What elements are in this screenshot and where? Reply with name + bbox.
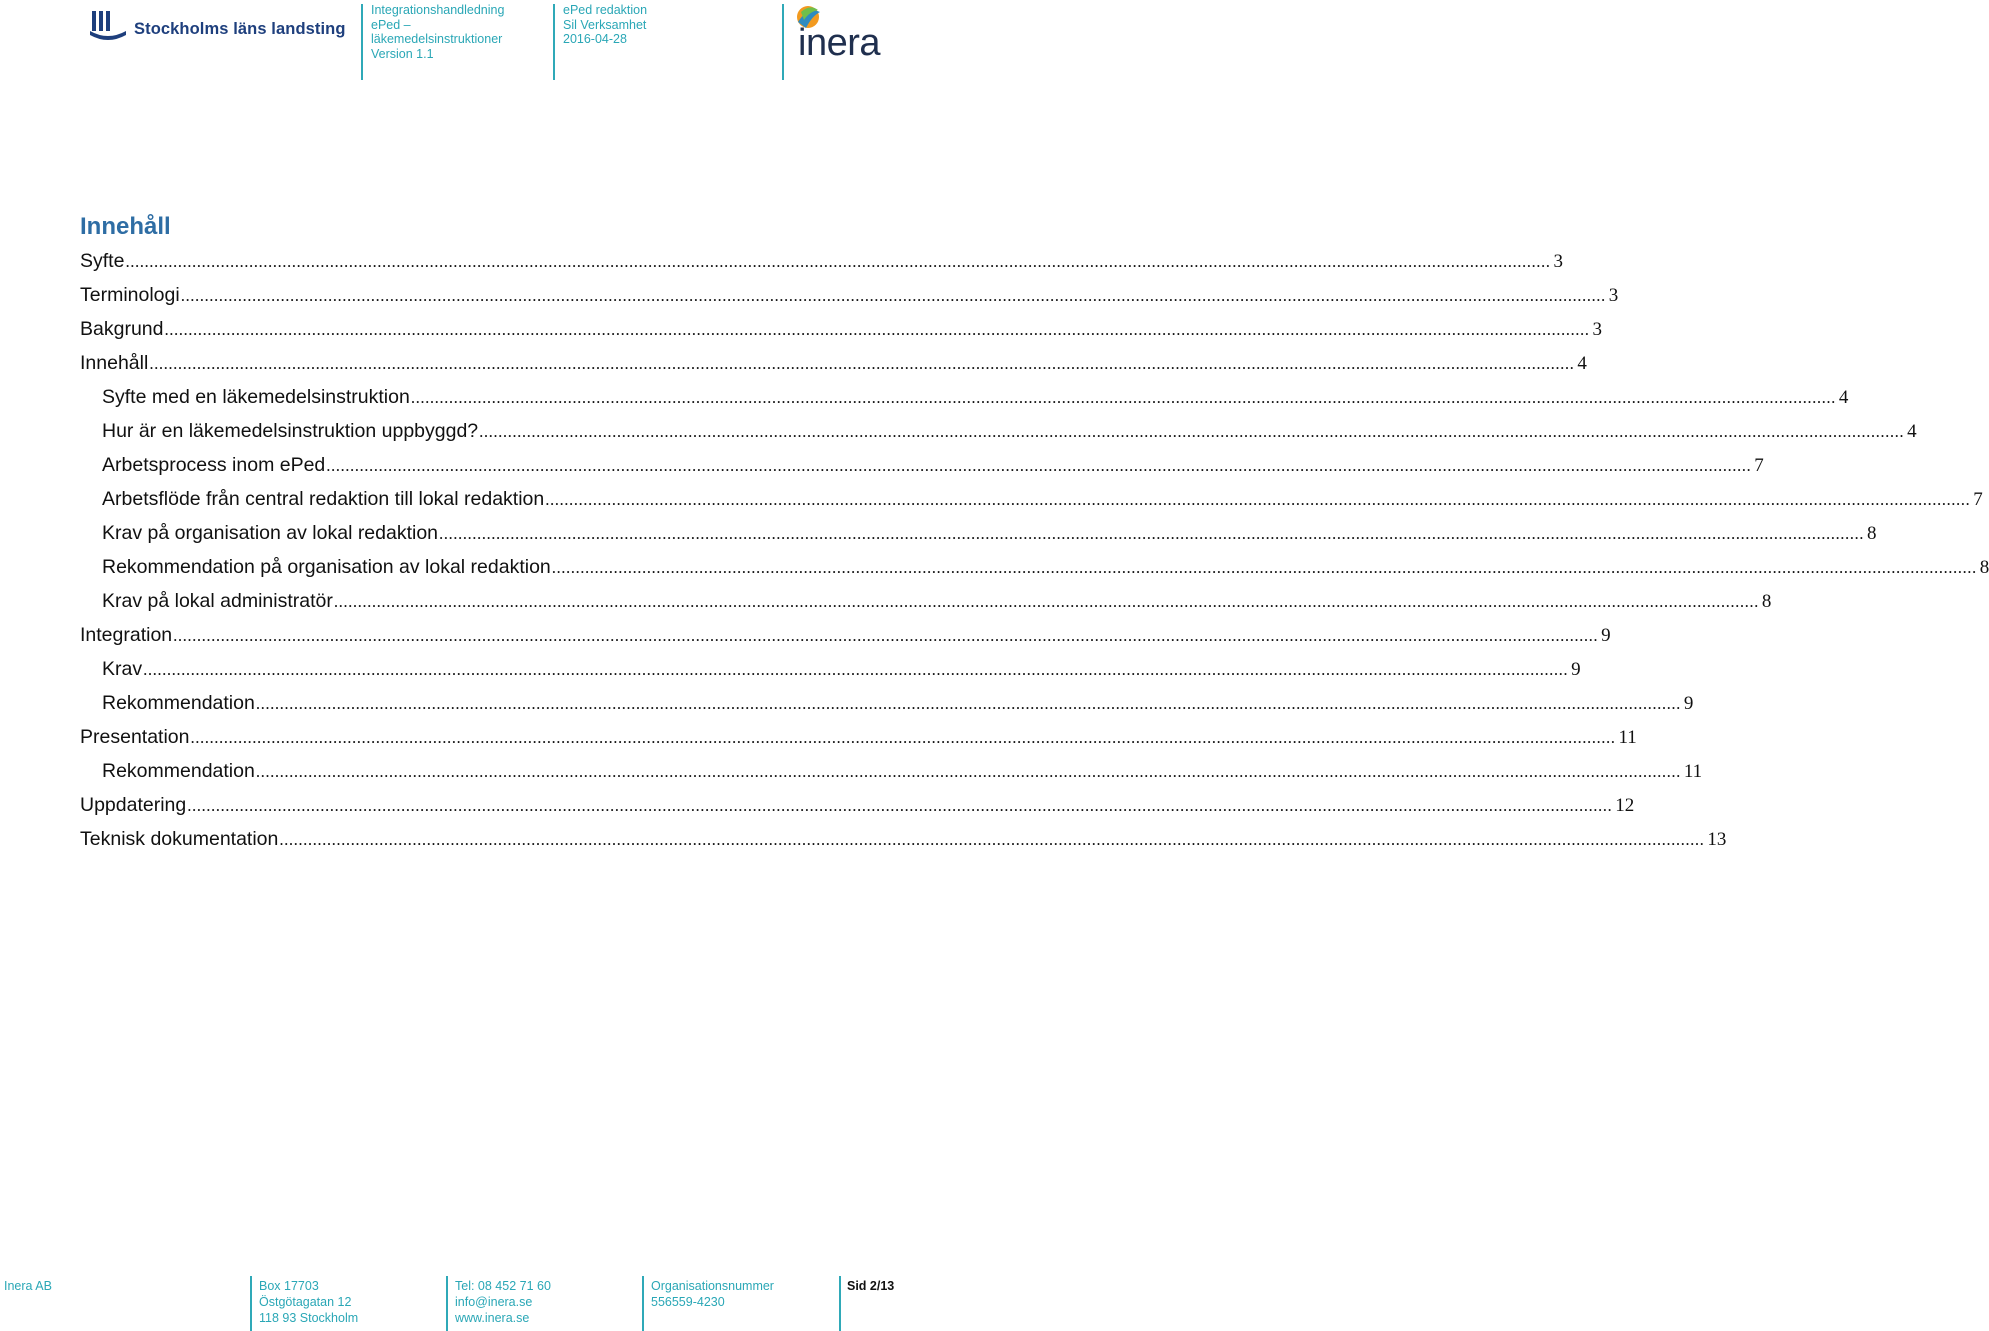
toc-entry-page: 4 xyxy=(1577,353,1587,374)
header-author-info xyxy=(563,3,647,47)
footer-address-line: Östgötagatan 12 xyxy=(259,1295,352,1310)
toc-entry[interactable] xyxy=(80,380,1849,414)
toc-entry-label: Uppdatering xyxy=(80,794,187,816)
header-doc-subtitle: ePed – xyxy=(371,17,411,32)
header-doc-title: Integrationshandledning xyxy=(371,3,505,17)
toc-entry[interactable] xyxy=(80,312,1602,346)
toc-entry-page: 12 xyxy=(1615,795,1635,816)
toc-entry[interactable] xyxy=(80,516,1877,550)
header-date: 2016-04-28 xyxy=(563,32,627,47)
footer-address xyxy=(259,1278,358,1327)
toc-entry[interactable] xyxy=(80,652,1581,686)
toc-dot-leader: ............................................................................................................................................................................................................................................................................................................ xyxy=(439,524,1865,543)
toc-entry-page: 9 xyxy=(1683,693,1694,714)
toc-dot-leader: ............................................................................................................................................................................................................................................................................................................ xyxy=(545,490,1971,509)
footer-divider xyxy=(642,1276,644,1331)
toc-entry-label: Terminologi xyxy=(80,284,180,306)
sll-crown-icon xyxy=(88,7,128,41)
footer-email: info@inera.se xyxy=(455,1295,533,1310)
footer-divider xyxy=(839,1276,841,1331)
toc-entry-label: Arbetsprocess inom ePed xyxy=(102,454,326,476)
toc-entry-label: Krav på lokal administratör xyxy=(102,590,333,612)
header-divider xyxy=(361,4,363,80)
page-header xyxy=(0,0,960,82)
toc-entry[interactable] xyxy=(80,754,1703,788)
toc-entry[interactable] xyxy=(80,346,1587,380)
toc-dot-leader: ............................................................................................................................................................................................................................................................................................................ xyxy=(173,626,1599,645)
toc-entry[interactable] xyxy=(80,618,1611,652)
header-author: ePed redaktion xyxy=(563,3,648,17)
footer-website: www.inera.se xyxy=(455,1311,530,1326)
toc-entry[interactable] xyxy=(80,278,1619,312)
toc-entry-page: 3 xyxy=(1608,285,1619,306)
inera-logo-text: inera xyxy=(798,22,880,64)
toc-entry[interactable] xyxy=(80,822,1727,856)
toc-entry-label: Arbetsflöde från central redaktion till lokal redaktion xyxy=(102,488,545,510)
header-doc-version: Version 1.1 xyxy=(371,46,434,61)
toc-dot-leader: ............................................................................................................................................................................................................................................................................................................ xyxy=(255,762,1681,781)
footer-org-label: Organisationsnummer xyxy=(651,1279,774,1293)
toc-dot-leader: ............................................................................................................................................................................................................................................................................................................ xyxy=(326,456,1752,475)
toc-dot-leader: ............................................................................................................................................................................................................................................................................................................ xyxy=(479,422,1905,441)
toc-dot-leader: ............................................................................................................................................................................................................................................................................................................ xyxy=(333,592,1759,611)
footer-company-name: Inera AB xyxy=(4,1279,52,1293)
toc-entry-label: Syfte xyxy=(80,250,125,272)
footer-divider xyxy=(446,1276,448,1331)
toc-entry[interactable] xyxy=(80,788,1635,822)
toc-entry-label: Krav xyxy=(102,658,143,680)
toc-entry-page: 7 xyxy=(1754,455,1764,476)
toc-dot-leader: ............................................................................................................................................................................................................................................................................................................ xyxy=(125,252,1551,271)
header-document-info xyxy=(371,3,504,61)
toc-entry-label: Rekommendation xyxy=(102,692,255,714)
header-divider xyxy=(553,4,555,80)
header-divider xyxy=(782,4,784,80)
toc-entry-label: Teknisk dokumentation xyxy=(80,828,279,850)
toc-entry-page: 11 xyxy=(1618,727,1637,748)
toc-entry-page: 4 xyxy=(1907,421,1917,442)
toc-entry[interactable] xyxy=(80,244,1563,278)
header-doc-subtitle-2: läkemedelsinstruktioner xyxy=(371,32,503,47)
toc-entry-page: 13 xyxy=(1707,829,1727,850)
header-department: Sil Verksamhet xyxy=(563,17,647,32)
toc-entry-page: 7 xyxy=(1973,489,1983,510)
footer-divider xyxy=(250,1276,252,1331)
toc-entry-page: 9 xyxy=(1601,625,1611,646)
toc-entry[interactable] xyxy=(80,414,1917,448)
toc-dot-leader: ............................................................................................................................................................................................................................................................................................................ xyxy=(143,660,1569,679)
toc-dot-leader: ............................................................................................................................................................................................................................................................................................................ xyxy=(551,558,1977,577)
toc-entry-label: Krav på organisation av lokal redaktion xyxy=(102,522,439,544)
sll-logo-text: Stockholms läns landsting xyxy=(134,19,346,38)
toc-entry-page: 9 xyxy=(1571,659,1581,680)
footer-org-number: 556559-4230 xyxy=(651,1295,725,1310)
footer-address-line: 118 93 Stockholm xyxy=(259,1311,359,1326)
toc-title: Innehåll xyxy=(80,213,171,240)
toc-dot-leader: ............................................................................................................................................................................................................................................................................................................ xyxy=(410,388,1836,407)
toc-entry-page: 8 xyxy=(1867,523,1877,544)
page-footer xyxy=(0,1270,960,1331)
toc-entry[interactable] xyxy=(80,686,1694,720)
toc-entry[interactable] xyxy=(80,584,1772,618)
toc-list xyxy=(80,244,1989,856)
toc-entry-page: 8 xyxy=(1979,557,1989,578)
toc-dot-leader: ............................................................................................................................................................................................................................................................................................................ xyxy=(190,728,1616,747)
footer-contact xyxy=(455,1278,551,1327)
toc-entry-label: Hur är en läkemedelsinstruktion uppbyggd? xyxy=(102,420,479,442)
toc-entry-label: Syfte med en läkemedelsinstruktion xyxy=(102,386,410,408)
toc-entry-page: 3 xyxy=(1553,251,1563,272)
toc-entry[interactable] xyxy=(80,448,1764,482)
toc-entry-page: 8 xyxy=(1761,591,1772,612)
toc-entry-page: 4 xyxy=(1838,387,1849,408)
footer-company xyxy=(4,1278,52,1294)
footer-phone: Tel: 08 452 71 60 xyxy=(455,1279,551,1293)
toc-entry[interactable] xyxy=(80,482,1983,516)
toc-entry-page: 3 xyxy=(1592,319,1602,340)
toc-dot-leader: ............................................................................................................................................................................................................................................................................................................ xyxy=(180,286,1606,305)
footer-org xyxy=(651,1278,774,1310)
toc-dot-leader: ............................................................................................................................................................................................................................................................................................................ xyxy=(164,320,1590,339)
toc-dot-leader: ............................................................................................................................................................................................................................................................................................................ xyxy=(149,354,1575,373)
footer-address-line: Box 17703 xyxy=(259,1279,319,1293)
toc-entry-label: Innehåll xyxy=(80,352,149,374)
toc-entry[interactable] xyxy=(80,720,1637,754)
toc-dot-leader: ............................................................................................................................................................................................................................................................................................................ xyxy=(255,694,1681,713)
toc-dot-leader: ............................................................................................................................................................................................................................................................................................................ xyxy=(279,830,1705,849)
toc-entry-label: Integration xyxy=(80,624,173,646)
toc-dot-leader: ............................................................................................................................................................................................................................................................................................................ xyxy=(187,796,1613,815)
toc-entry-label: Bakgrund xyxy=(80,318,164,340)
toc-entry-label: Rekommendation på organisation av lokal redaktion xyxy=(102,556,551,578)
footer-page-number: Sid 2/13 xyxy=(847,1279,895,1293)
toc-entry-page: 11 xyxy=(1683,761,1703,782)
toc-entry-label: Rekommendation xyxy=(102,760,255,782)
toc-entry[interactable] xyxy=(80,550,1989,584)
sll-logo xyxy=(88,7,346,41)
toc-entry-label: Presentation xyxy=(80,726,190,748)
